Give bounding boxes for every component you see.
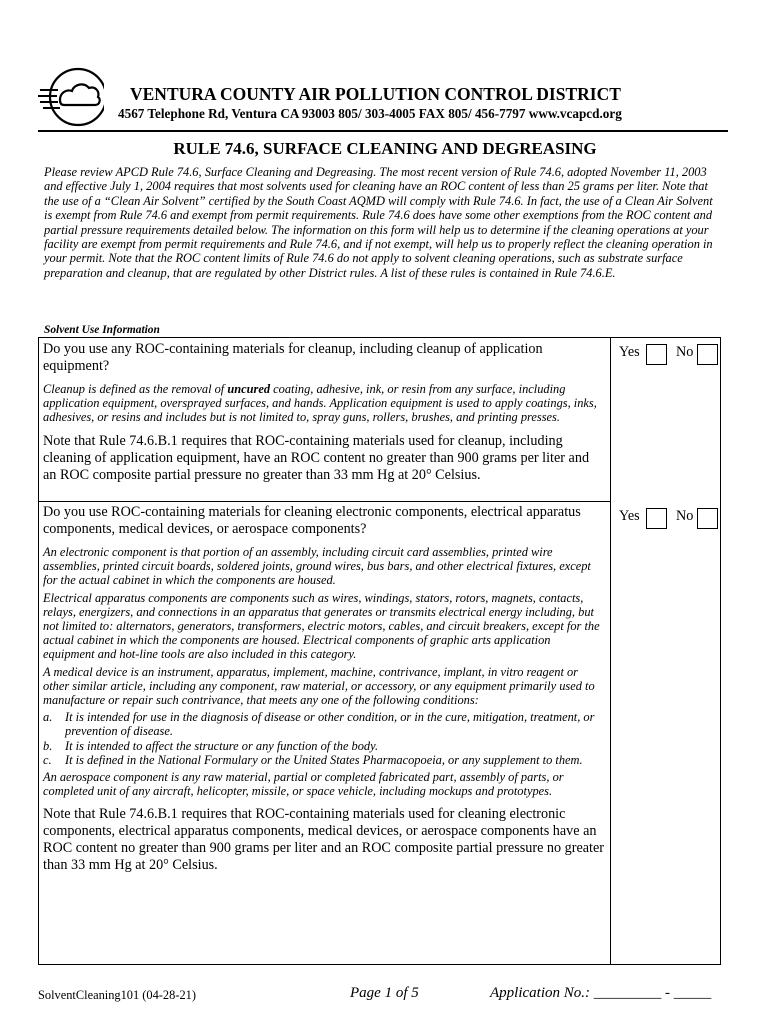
medical-device-conditions xyxy=(43,710,605,767)
question-2-answer xyxy=(615,504,721,528)
letterhead xyxy=(38,66,728,128)
yes-label: Yes xyxy=(619,508,640,524)
row-divider xyxy=(39,501,610,502)
district-logo-icon xyxy=(38,66,104,128)
condition-item xyxy=(43,753,605,767)
agency-name: VENTURA COUNTY AIR POLLUTION CONTROL DISTRICT xyxy=(130,84,621,104)
question-1-no-checkbox[interactable] xyxy=(697,344,718,365)
section-label: Solvent Use Information xyxy=(44,324,160,336)
agency-address: 4567 Telephone Rd, Ventura CA 93003 805/ 303-4005 FAX 805/ 456-7797 www.vcapcd.org xyxy=(118,106,622,121)
electrical-apparatus-definition: Electrical apparatus components are components such as wires, windings, stators, rotors, magnets, contacts, relays, energizers, and connections in an apparatus that generates or transmits electrical energy including, but not limited to: alternators, generators, transformers, electric motors, cables, and circuit breakers, except for the actual cabinet in which the components are housed. Electrical components of graphic arts application equipment and hot-line tools are also included in this category. xyxy=(43,590,600,662)
condition-label: a. xyxy=(43,710,53,725)
condition-text: It is intended to affect the structure or any function of the body. xyxy=(65,738,379,753)
condition-text: It is defined in the National Formulary or the United States Pharmacopoeia, or any supplement to them. xyxy=(65,752,583,767)
form-identifier: SolventCleaning101 (04-28-21) xyxy=(38,988,196,1002)
page-title: RULE 74.6, SURFACE CLEANING AND DEGREASING xyxy=(173,139,597,158)
question-1-text: Do you use any ROC-containing materials for cleanup, including cleanup of application equipment? xyxy=(43,341,543,374)
question-1 xyxy=(43,341,605,484)
condition-item xyxy=(43,710,605,738)
medical-device-definition: A medical device is an instrument, apparatus, implement, machine, contrivance, implant, in vitro reagent or other similar article, including any component, raw material, or accessory, or any equipment primarily used to manufacture or repair such contrivance, that meets any one of the following conditions: xyxy=(43,664,595,708)
intro-text: Please review APCD Rule 74.6, Surface Cleaning and Degreasing. The most recent version of Rule 74.6, adopted November 11, 2003 and effective July 1, 2004 requires that most solvents used for cleaning have an ROC content of less than 25 grams per liter. Note that the use of a “Clean Air Solvent” certified by the South Coast AQMD will comply with Rule 74.6. In fact, the use of a Clean Air Solvent is exempt from Rule 74.6 and exempt from permit requirements. Rule 74.6 does have some other exemptions from the ROC content and partial pressure requirements detailed below. The information on this form will help us to determine if the cleaning operations at your facility are exempt from permit requirements and Rule 74.6, and if not exempt, will help us to properly reflect the cleaning operation in your permit. Note that the ROC content limits of Rule 74.6 do not apply to solvent cleaning operations, such as substrate surface preparation and cleanup, that are regulated by other District rules. A list of these rules is contained in Rule 74.6.E. xyxy=(44,165,713,280)
condition-text: It is intended for use in the diagnosis of disease or other condition, or in the cure, mitigation, treatment, or prevention of disease. xyxy=(65,710,595,739)
question-2-no-checkbox[interactable] xyxy=(697,508,718,529)
cleanup-definition-lead: Cleanup is defined as the removal of xyxy=(43,382,228,396)
question-table xyxy=(38,337,721,965)
question-2-text: Do you use ROC-containing materials for cleaning electronic components, electrical apparatus components, medical devices, or aerospace components? xyxy=(43,504,581,537)
intro-paragraph xyxy=(44,165,720,280)
question-1-note: Note that Rule 74.6.B.1 requires that ROC-containing materials used for cleanup, including cleaning of application equipment, have an ROC content no greater than 900 grams per liter and an ROC composite partial pressure no greater than 33 mm Hg at 20° Celsius. xyxy=(43,432,590,483)
question-2 xyxy=(43,504,605,874)
cleanup-definition-rest: coating, adhesive, ink, or resin from any surface, including application equipment, oversprayed surfaces, and hands. Application equipment is used to apply coatings, inks, adhesives, or resins and includes but is not limited to, spray guns, rollers, brushes, and printing presses. xyxy=(43,382,597,425)
page-number: Page 1 of 5 xyxy=(350,985,419,1001)
no-label: No xyxy=(676,344,694,360)
yes-label: Yes xyxy=(619,344,640,360)
cleanup-definition xyxy=(43,382,605,425)
application-number-field[interactable]: Application No.: _________ - _____ xyxy=(490,985,712,1001)
electronic-component-definition: An electronic component is that portion of an assembly, including circuit card assemblies, printed wire assemblies, printed circuit boards, soldered joints, ground wires, bus bars, and other electrical fixtures, except for the actual cabinet in which the components are housed. xyxy=(43,545,591,588)
question-1-yes-checkbox[interactable] xyxy=(646,344,667,365)
question-2-yes-checkbox[interactable] xyxy=(646,508,667,529)
column-divider xyxy=(610,338,611,964)
no-label: No xyxy=(676,508,694,524)
condition-label: b. xyxy=(43,738,53,753)
aerospace-component-definition: An aerospace component is any raw material, partial or completed fabricated part, assembly of parts, or completed unit of any aircraft, helicopter, missile, or space vehicle, including mockups and prototypes. xyxy=(43,770,564,799)
question-2-note: Note that Rule 74.6.B.1 requires that ROC-containing materials used for cleaning electronic components, electrical apparatus components, medical devices, or aerospace components have an ROC content no greater than 900 grams per liter and an ROC composite partial pressure no greater than 33 mm Hg at 20° Celsius. xyxy=(43,806,605,874)
condition-item xyxy=(43,739,605,753)
question-1-answer xyxy=(615,340,721,364)
cleanup-definition-emphasis: uncured xyxy=(227,382,271,396)
header-divider xyxy=(38,130,728,132)
condition-label: c. xyxy=(43,752,52,767)
